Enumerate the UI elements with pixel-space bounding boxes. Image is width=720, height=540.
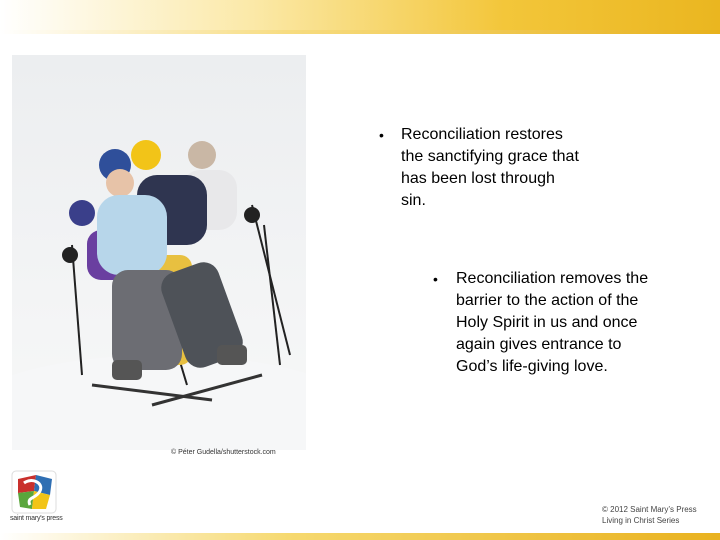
bottom-accent-bar <box>0 533 720 540</box>
bullet-marker: • <box>433 271 438 287</box>
bullet-point-1 <box>379 124 589 212</box>
copyright-line-1: © 2012 Saint Mary’s Press <box>602 505 697 514</box>
bullet-point-2 <box>433 268 663 378</box>
bullet-marker: • <box>379 127 384 143</box>
skiers-photo <box>12 55 306 450</box>
bullet-text: Reconciliation restores the sanctifying grace that has been lost through sin. <box>401 126 579 209</box>
skiers-illustration <box>12 55 306 450</box>
copyright-line-2: Living in Christ Series <box>602 516 680 525</box>
copyright-notice <box>602 504 697 526</box>
bullet-text: Reconciliation removes the barrier to the action of the Holy Spirit in us and once again gives entrance to God’s life-giving love. <box>456 270 649 375</box>
top-accent-bar <box>0 0 720 34</box>
logo-icon <box>10 469 58 515</box>
photo-credit: © Péter Gudella/shutterstock.com <box>171 449 276 456</box>
logo-text: saint mary's press <box>10 515 63 522</box>
